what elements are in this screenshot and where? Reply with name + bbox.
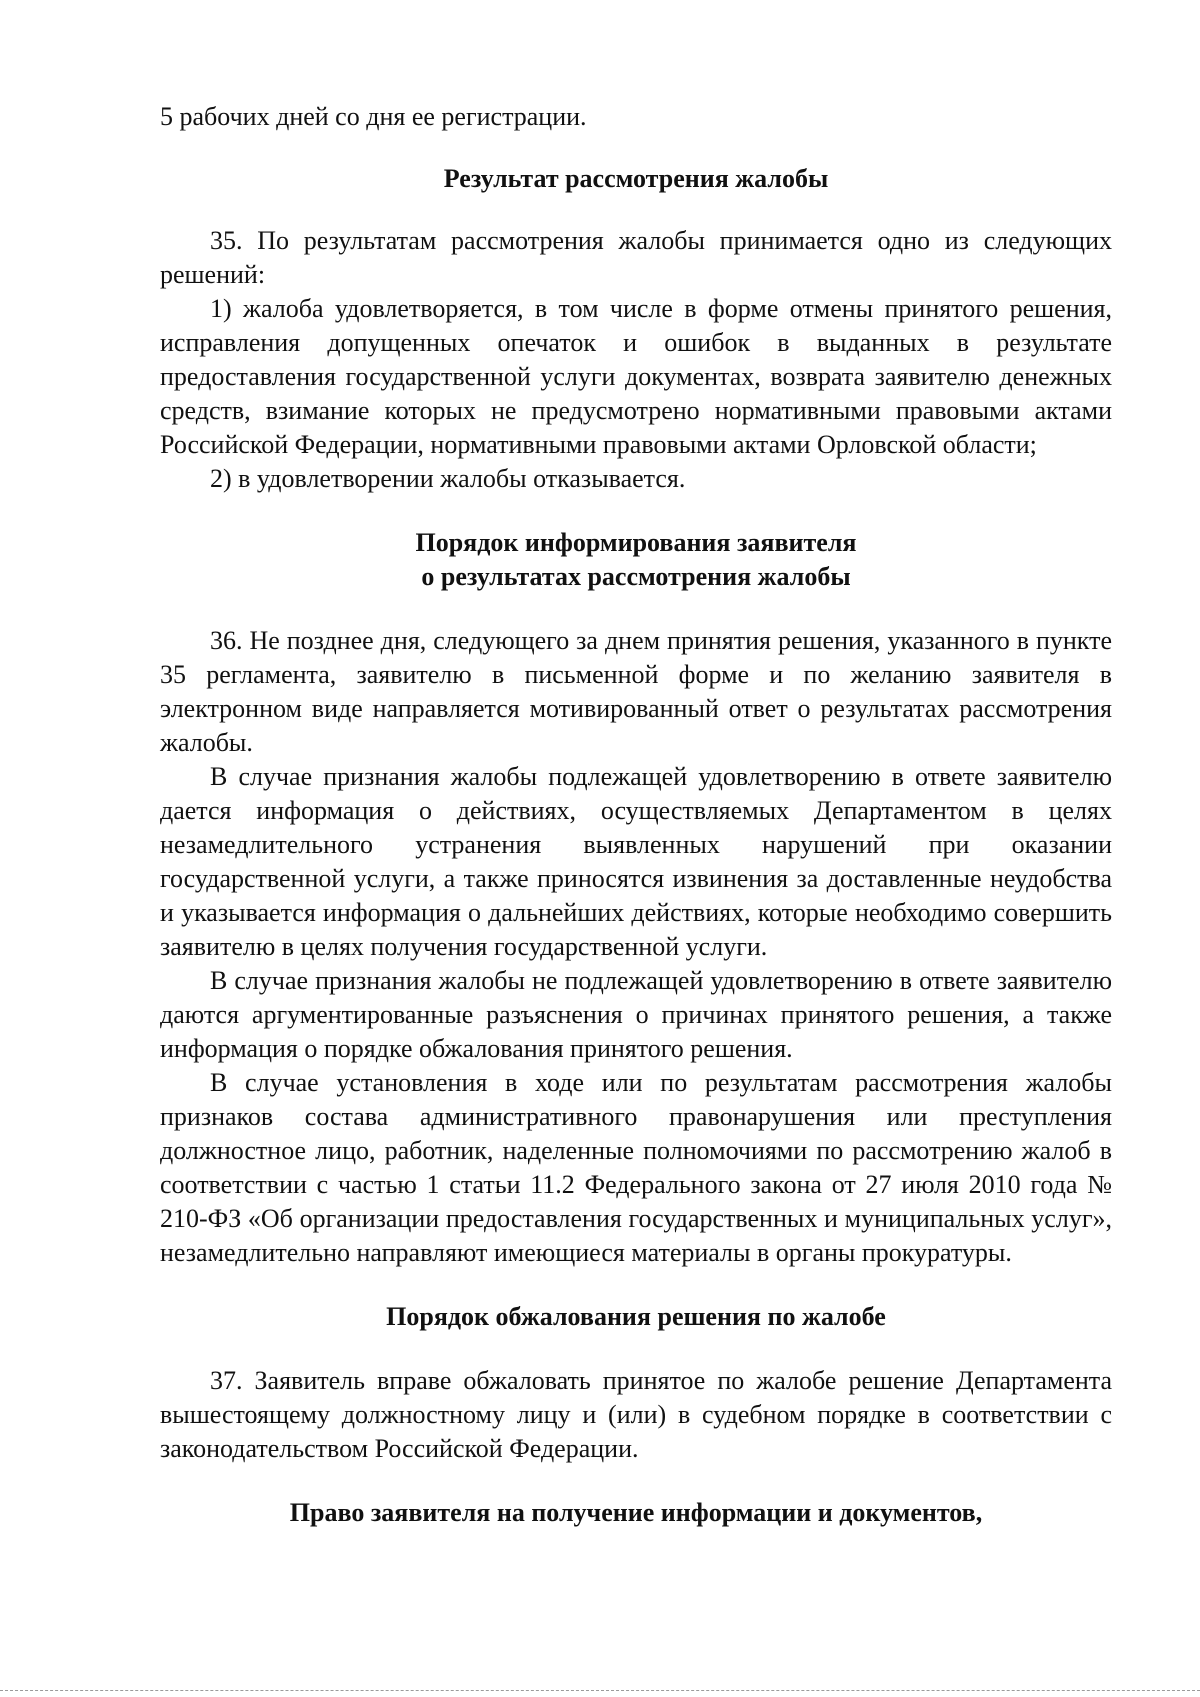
- paragraph-37: 37. Заявитель вправе обжаловать принятое по жалобе решение Департамента вышестоящему должностному лицу и (или) в судебном порядке в соответствии с законодательством Российской Федерации.: [160, 1366, 1112, 1463]
- paragraph-35: 35. По результатам рассмотрения жалобы принимается одно из следующих решений:: [160, 226, 1112, 289]
- paragraph-35-item-1: 1) жалоба удовлетворяется, в том числе в форме отмены принятого решения, исправления допущенных опечаток и ошибок в выданных в результате предоставления государственной услуги документах, возврата заявителю денежных средств, взимание которых не предусмотрено нормативными правовыми актами Российской Федерации, нормативными правовыми актами Орловской области;: [160, 294, 1112, 459]
- document-page: [160, 100, 1112, 1530]
- paragraph-36-not-satisfied: В случае признания жалобы не подлежащей удовлетворению в ответе заявителю даются аргументированные разъяснения о причинах принятого решения, а также информация о порядке обжалования принятого решения.: [160, 966, 1112, 1063]
- scan-bottom-line: [0, 1690, 1200, 1691]
- heading-inform-line-1: Порядок информирования заявителя: [415, 528, 857, 557]
- intro-paragraph: 5 рабочих дней со дня ее регистрации.: [160, 102, 587, 131]
- paragraph-35-item-2: 2) в удовлетворении жалобы отказывается.: [210, 464, 686, 493]
- heading-appeal: Порядок обжалования решения по жалобе: [386, 1302, 886, 1331]
- paragraph-36-satisfied: В случае признания жалобы подлежащей удовлетворению в ответе заявителю дается информация о действиях, осуществляемых Департаментом в целях незамедлительного устранения выявленных нарушений при оказании государственной услуги, а также приносятся извинения за доставленные неудобства и указывается информация о дальнейших действиях, которые необходимо совершить заявителю в целях получения государственной услуги.: [160, 762, 1112, 961]
- heading-inform-line-2: о результатах рассмотрения жалобы: [421, 562, 851, 591]
- paragraph-36-prosecution: В случае установления в ходе или по результатам рассмотрения жалобы признаков состава административного правонарушения или преступления должностное лицо, работник, наделенные полномочиями по рассмотрению жалоб в соответствии с частью 1 статьи 11.2 Федерального закона от 27 июля 2010 года № 210-ФЗ «Об организации предоставления государственных и муниципальных услуг», незамедлительно направляют имеющиеся материалы в органы прокуратуры.: [160, 1068, 1112, 1267]
- heading-inform: [160, 526, 1112, 594]
- heading-result: Результат рассмотрения жалобы: [443, 164, 829, 193]
- heading-right: Право заявителя на получение информации и документов,: [289, 1498, 983, 1527]
- paragraph-36: 36. Не позднее дня, следующего за днем принятия решения, указанного в пункте 35 регламента, заявителю в письменной форме и по желанию заявителя в электронном виде направляется мотивированный ответ о результатах рассмотрения жалобы.: [160, 626, 1112, 757]
